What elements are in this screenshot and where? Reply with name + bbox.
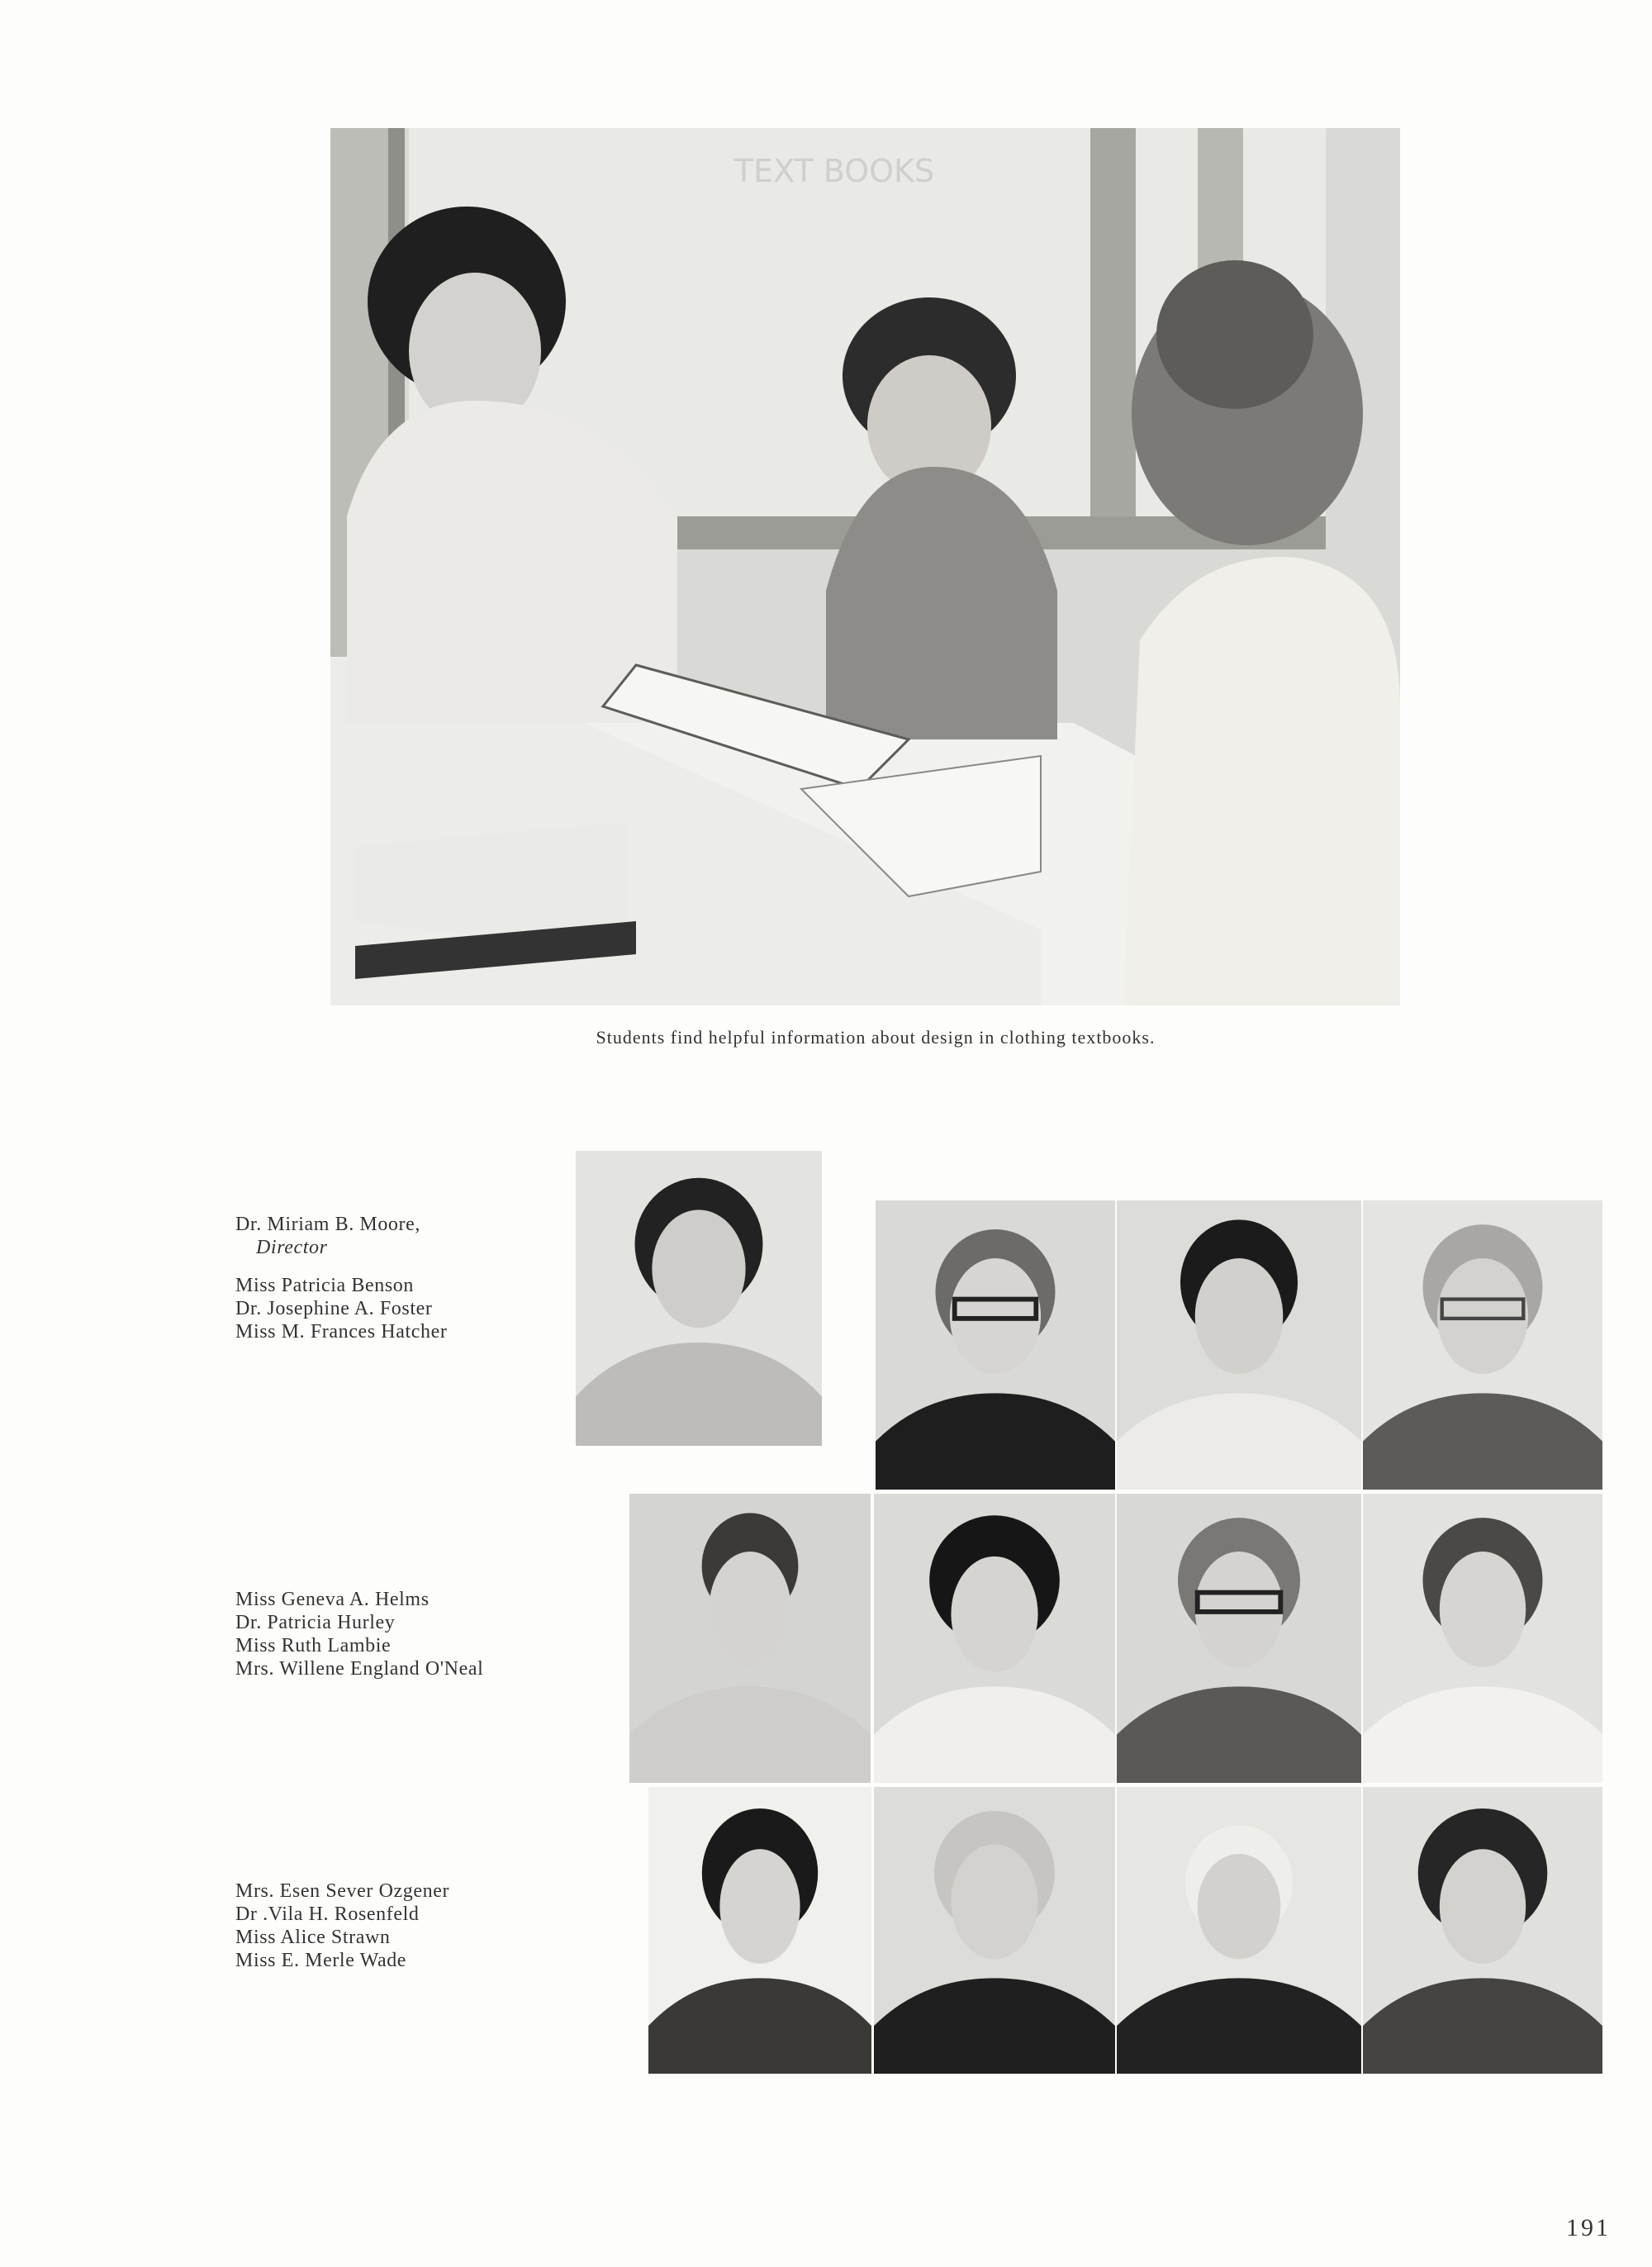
portrait-photo bbox=[1117, 1494, 1361, 1783]
faculty-name: Miss Patricia Benson bbox=[235, 1275, 414, 1296]
faculty-name: Miss Ruth Lambie bbox=[235, 1635, 392, 1656]
portrait-photo bbox=[576, 1151, 822, 1446]
faculty-name: Dr. Patricia Hurley bbox=[235, 1612, 396, 1633]
page-number: 191 bbox=[1566, 2214, 1611, 2241]
faculty-name: Dr .Vila H. Rosenfeld bbox=[235, 1903, 420, 1925]
portrait-photo bbox=[1363, 1787, 1602, 2074]
portrait-photo bbox=[876, 1200, 1115, 1490]
photo-caption: Students find helpful information about design in clothing textbooks. bbox=[596, 1027, 1156, 1048]
faculty-list-row-3 bbox=[235, 1880, 566, 1972]
director-name: Dr. Miriam B. Moore, bbox=[235, 1214, 420, 1235]
faculty-name: Miss M. Frances Hatcher bbox=[235, 1321, 448, 1343]
faculty-name: Dr. Josephine A. Foster bbox=[235, 1298, 433, 1319]
portrait-photo bbox=[1363, 1494, 1602, 1783]
portrait-photo bbox=[1363, 1200, 1602, 1490]
portrait-photo bbox=[874, 1787, 1115, 2074]
portrait-photo bbox=[1117, 1787, 1361, 2074]
portrait-photo bbox=[874, 1494, 1115, 1783]
director-title: Director bbox=[256, 1237, 328, 1258]
faculty-list-row-1 bbox=[235, 1213, 566, 1343]
portrait-photo bbox=[1117, 1200, 1361, 1490]
faculty-list-row-2 bbox=[235, 1588, 566, 1680]
faculty-name: Miss Alice Strawn bbox=[235, 1927, 391, 1948]
faculty-name: Mrs. Esen Sever Ozgener bbox=[235, 1880, 450, 1902]
faculty-name: Miss E. Merle Wade bbox=[235, 1950, 407, 1971]
faculty-name: Mrs. Willene England O'Neal bbox=[235, 1658, 484, 1680]
faculty-name: Miss Geneva A. Helms bbox=[235, 1589, 430, 1610]
portrait-photo bbox=[648, 1787, 871, 2074]
text-books-sign: TEXT BOOKS bbox=[733, 153, 935, 189]
students-group-photo bbox=[330, 128, 1400, 1005]
portrait-photo bbox=[629, 1494, 871, 1783]
